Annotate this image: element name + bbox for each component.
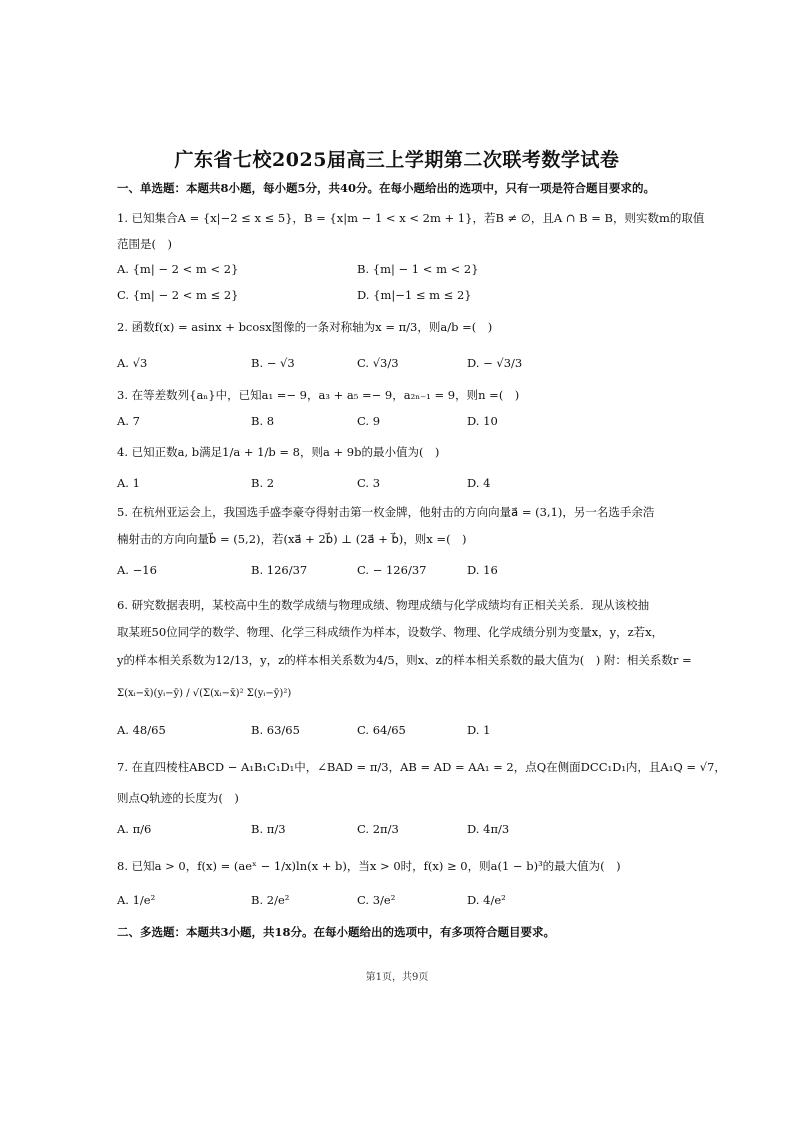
question-2-options — [117, 356, 717, 376]
question-3-option-c: C. 9 — [357, 414, 381, 428]
question-7-line-2: 则点Q轨迹的长度为( ) — [117, 791, 239, 805]
question-1-options-row-1 — [117, 262, 717, 282]
question-6-line-3: y的样本相关系数为12/13，y，z的样本相关系数为4/5，则x、z的样本相关系数的最大值为( ) 附：相关系数r = — [117, 653, 692, 667]
question-6-option-b: B. 63/65 — [251, 723, 300, 737]
question-1-options-row-2 — [117, 288, 717, 308]
question-6-line-2: 取某班50位同学的数学、物理、化学三科成绩作为样本，设数学、物理、化学成绩分别为变量x，y，z若x， — [117, 625, 664, 639]
question-3-line-1: 3. 在等差数列{aₙ}中，已知a₁ =− 9，a₃ + a₅ =− 9，a₂ₙ₋₁ = 9，则n =( ) — [117, 388, 520, 402]
question-7-option-c: C. 2π/3 — [357, 822, 399, 836]
question-1-option-c: C. {m| − 2 < m ≤ 2} — [117, 288, 239, 302]
question-2-line-1: 2. 函数f(x) = asinx + bcosx图像的一条对称轴为x = π/3，则a/b =( ) — [117, 320, 493, 334]
question-8-option-a: A. 1/e² — [117, 893, 156, 907]
question-8-line-1: 8. 已知a > 0，f(x) = (aeˣ − 1/x)ln(x + b)，当x > 0时，f(x) ≥ 0，则a(1 − b)³的最大值为( ) — [117, 859, 621, 873]
question-6-option-d: D. 1 — [467, 723, 491, 737]
question-4-option-c: C. 3 — [357, 476, 381, 490]
question-3-option-b: B. 8 — [251, 414, 275, 428]
question-6-formula: Σ(xᵢ−x̄)(yᵢ−ȳ) / √(Σ(xᵢ−x̄)² Σ(yᵢ−ȳ)²) — [117, 688, 292, 699]
question-8-option-c: C. 3/e² — [357, 893, 396, 907]
question-8-option-d: D. 4/e² — [467, 893, 506, 907]
question-7-line-1: 7. 在直四棱柱ABCD − A₁B₁C₁D₁中，∠BAD = π/3，AB = AD = AA₁ = 2，点Q在侧面DCC₁D₁内，且A₁Q = √7， — [117, 760, 726, 774]
exam-title: 广东省七校2025届高三上学期第二次联考数学试卷 — [174, 149, 620, 171]
question-7-option-d: D. 4π/3 — [467, 822, 510, 836]
question-5-option-b: B. 126/37 — [251, 563, 308, 577]
question-1-line-1: 1. 已知集合A = {x|−2 ≤ x ≤ 5}，B = {x|m − 1 < x < 2m + 1}，若B ≠ ∅，且A ∩ B = B，则实数m的取值 — [117, 211, 705, 225]
question-2-option-c: C. √3/3 — [357, 356, 399, 370]
question-1-option-b: B. {m| − 1 < m < 2} — [357, 262, 479, 276]
page-number-footer: 第1页，共9页 — [365, 972, 429, 983]
question-4-line-1: 4. 已知正数a, b满足1/a + 1/b = 8，则a + 9b的最小值为( ) — [117, 445, 440, 459]
question-1-line-2: 范围是( ) — [117, 237, 172, 251]
question-8-options — [117, 893, 717, 913]
section-header-multi-choice: 二、多选题：本题共3小题，共18分。在每小题给出的选项中，有多项符合题目要求。 — [117, 925, 556, 939]
question-5-option-c: C. − 126/37 — [357, 563, 427, 577]
question-4-option-a: A. 1 — [117, 476, 140, 490]
question-6-option-a: A. 48/65 — [117, 723, 166, 737]
question-4-option-d: D. 4 — [467, 476, 491, 490]
question-3-option-d: D. 10 — [467, 414, 498, 428]
question-7-option-b: B. π/3 — [251, 822, 286, 836]
question-6-line-1: 6. 研究数据表明，某校高中生的数学成绩与物理成绩、物理成绩与化学成绩均有正相关关系．现从该校抽 — [117, 598, 650, 612]
question-2-option-a: A. √3 — [117, 356, 148, 370]
question-1-option-a: A. {m| − 2 < m < 2} — [117, 262, 239, 276]
question-5-line-2: 楠射击的方向向量b⃗ = (5,2)，若(xa⃗ + 2b⃗) ⊥ (2a⃗ + b⃗)，则x =( ) — [117, 532, 467, 546]
question-3-option-a: A. 7 — [117, 414, 140, 428]
question-5-option-d: D. 16 — [467, 563, 498, 577]
question-1-option-d: D. {m|−1 ≤ m ≤ 2} — [357, 288, 472, 302]
question-4-option-b: B. 2 — [251, 476, 275, 490]
question-2-option-b: B. − √3 — [251, 356, 295, 370]
question-7-options — [117, 822, 717, 842]
question-5-line-1: 5. 在杭州亚运会上，我国选手盛李豪夺得射击第一枚金牌，他射击的方向向量a⃗ = (3,1)，另一名选手余浩 — [117, 505, 655, 519]
question-4-options — [117, 476, 717, 496]
question-5-option-a: A. −16 — [117, 563, 157, 577]
question-5-options — [117, 563, 717, 583]
question-8-option-b: B. 2/e² — [251, 893, 290, 907]
question-3-options — [117, 414, 717, 434]
question-6-options — [117, 723, 717, 743]
section-header-single-choice: 一、单选题：本题共8小题，每小题5分，共40分。在每小题给出的选项中，只有一项是符合题目要求的。 — [117, 181, 656, 195]
question-6-option-c: C. 64/65 — [357, 723, 406, 737]
question-2-option-d: D. − √3/3 — [467, 356, 523, 370]
question-7-option-a: A. π/6 — [117, 822, 152, 836]
